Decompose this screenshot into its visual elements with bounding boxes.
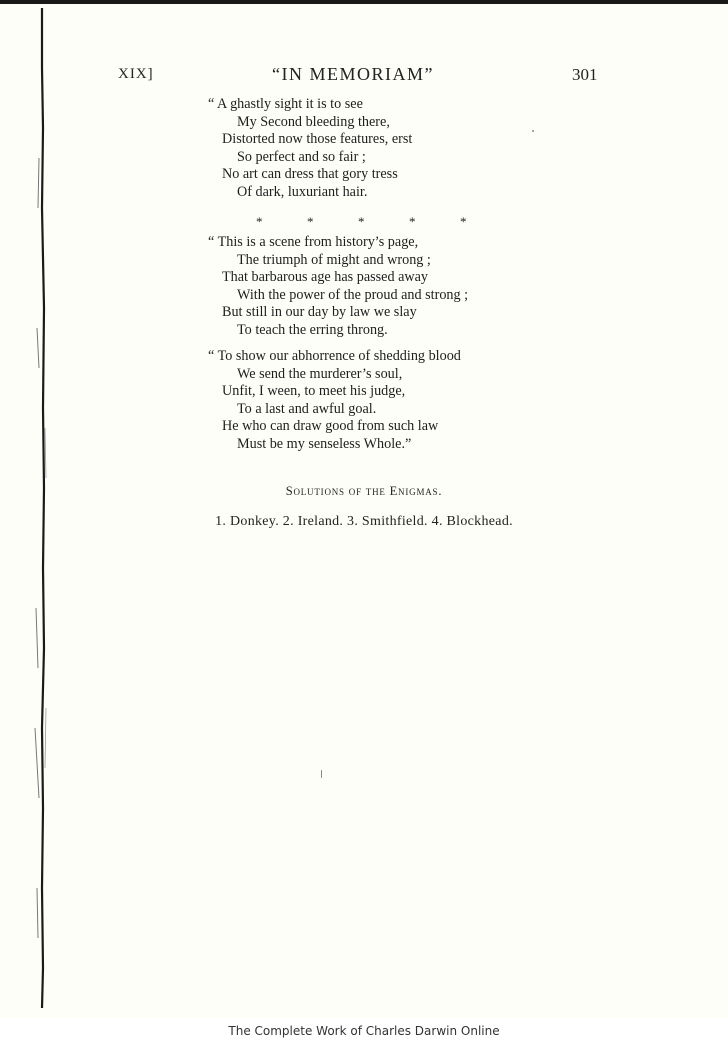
poem-line: We send the murderer’s soul, xyxy=(237,365,403,382)
section-separator xyxy=(208,210,568,234)
poem-line: Must be my senseless Whole.” xyxy=(237,435,412,452)
poem-line: So perfect and so fair ; xyxy=(237,148,366,165)
paper-speck xyxy=(532,130,534,132)
poem-line: “ A ghastly sight it is to see xyxy=(208,96,363,112)
asterisk: * xyxy=(358,214,365,229)
poem-line: Of dark, luxuriant hair. xyxy=(237,183,368,200)
poem xyxy=(208,96,568,462)
stanza-2 xyxy=(208,234,568,339)
asterisk: * xyxy=(307,214,314,229)
poem-line: Unfit, I ween, to meet his judge, xyxy=(222,383,406,399)
poem-line: Distorted now those features, erst xyxy=(222,131,413,147)
poem-line: With the power of the proud and strong ; xyxy=(237,286,469,303)
stanza-1 xyxy=(208,96,568,201)
poem-line: He who can draw good from such law xyxy=(222,418,439,434)
poem-line: My Second bleeding there, xyxy=(237,113,390,130)
poem-line: That barbarous age has passed away xyxy=(222,269,429,285)
solutions-heading: Solutions of the Enigmas. xyxy=(285,484,443,498)
running-header xyxy=(0,64,728,88)
asterisk: * xyxy=(409,214,416,229)
top-rule xyxy=(0,0,728,4)
poem-line: No art can dress that gory tress xyxy=(222,166,398,182)
poem-line: “ To show our abhorrence of shedding blood xyxy=(208,348,461,364)
solutions-list: 1. Donkey. 2. Ireland. 3. Smithfield. 4. Blockhead. xyxy=(215,514,513,529)
poem-line: To teach the erring throng. xyxy=(237,321,388,338)
asterisk: * xyxy=(256,214,263,229)
page-number: 301 xyxy=(572,65,598,84)
asterisk: * xyxy=(460,214,467,229)
stanza-3 xyxy=(208,348,568,453)
chapter-number: XIX] xyxy=(118,66,154,82)
poem-line: The triumph of might and wrong ; xyxy=(237,251,431,268)
poem-line: “ This is a scene from history’s page, xyxy=(208,234,419,250)
paper-speck xyxy=(321,770,322,778)
poem-line: To a last and awful goal. xyxy=(237,400,377,417)
site-footer: The Complete Work of Charles Darwin Online xyxy=(228,1024,500,1038)
page-spine-shadow xyxy=(30,8,50,1008)
chapter-title: “IN MEMORIAM” xyxy=(272,64,434,84)
poem-line: But still in our day by law we slay xyxy=(222,304,417,320)
